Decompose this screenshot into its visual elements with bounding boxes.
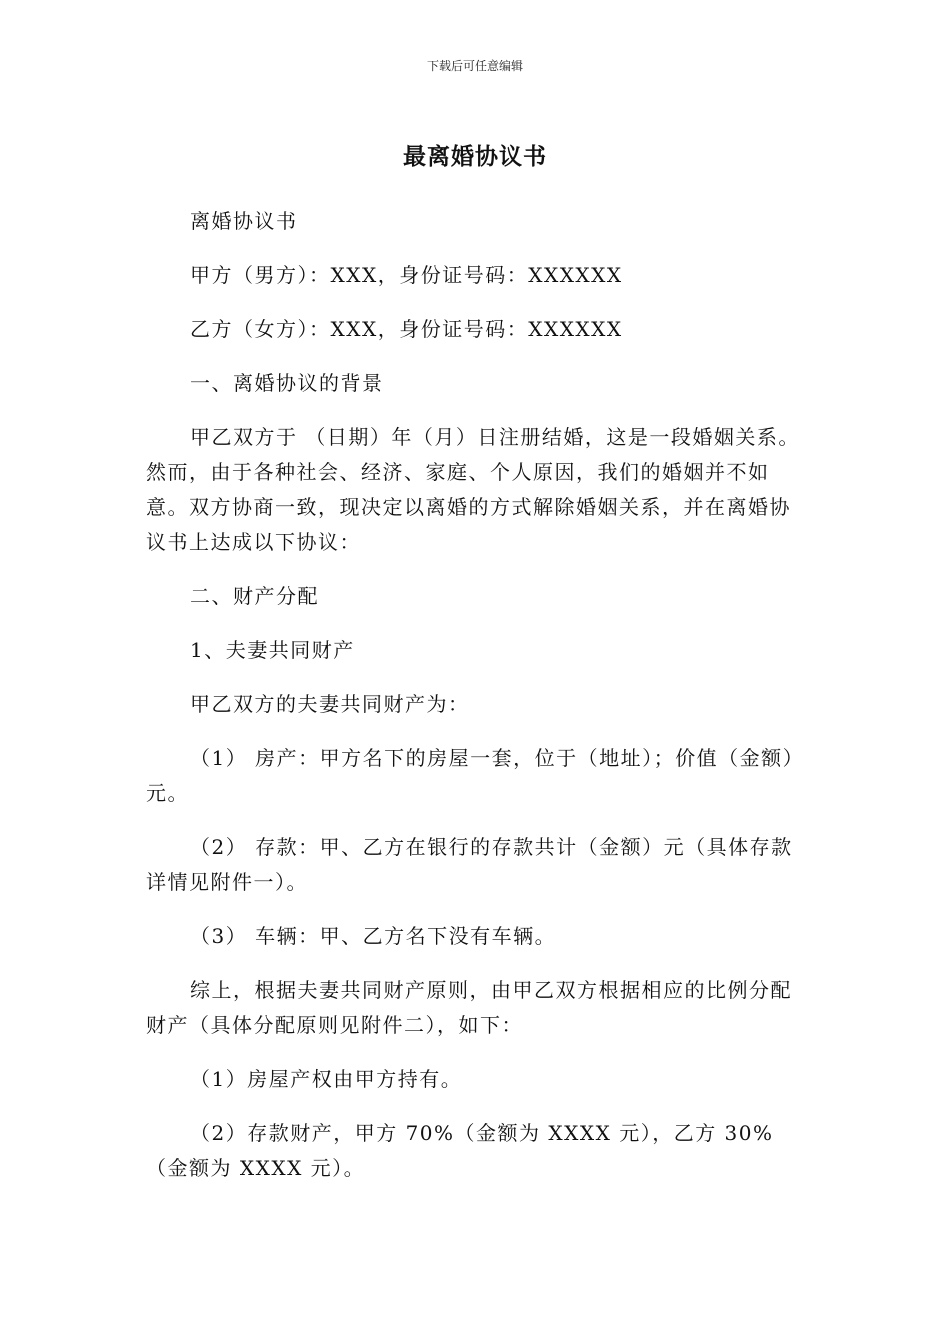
download-editable-note: 下载后可任意编辑	[426, 59, 523, 73]
subheading-joint-property: 1、夫妻共同财产	[190, 638, 355, 662]
document-title: 最离婚协议书	[403, 144, 547, 170]
list-item-deposit-split: （2）存款财产，甲方 70%（金额为 XXXX 元），乙方 30%（金额为 XXXX 元）。	[146, 1121, 774, 1180]
section-heading-background: 一、离婚协议的背景	[190, 371, 384, 395]
paragraph-summary: 综上，根据夫妻共同财产原则，由甲乙双方根据相应的比例分配财产（具体分配原则见附件二），如下：	[146, 978, 792, 1037]
paragraph-background: 甲乙双方于 （日期）年（月）日注册结婚，这是一段婚姻关系。然而，由于各种社会、经济、家庭、个人原因，我们的婚姻并不如意。双方协商一致，现决定以离婚的方式解除婚姻关系，并在离婚协议书上达成以下协议：	[146, 425, 800, 554]
list-item-vehicles: （3） 车辆：甲、乙方名下没有车辆。	[190, 924, 557, 948]
list-item-deposits: （2） 存款：甲、乙方在银行的存款共计（金额）元（具体存款详情见附件一）。	[146, 835, 793, 894]
list-item-house-ownership: （1）房屋产权由甲方持有。	[190, 1067, 463, 1091]
section-heading-property: 二、财产分配	[190, 584, 319, 608]
document-body	[146, 204, 806, 1205]
list-item-house: （1） 房产：甲方名下的房屋一套，位于（地址）；价值（金额）元。	[146, 746, 805, 805]
paragraph-joint-property-intro: 甲乙双方的夫妻共同财产为：	[190, 692, 470, 716]
paragraph-doc-heading: 离婚协议书	[190, 209, 298, 233]
paragraph-party-b: 乙方（女方）：XXX，身份证号码：XXXXXX	[190, 317, 623, 341]
paragraph-party-a: 甲方（男方）：XXX，身份证号码：XXXXXX	[190, 263, 623, 287]
